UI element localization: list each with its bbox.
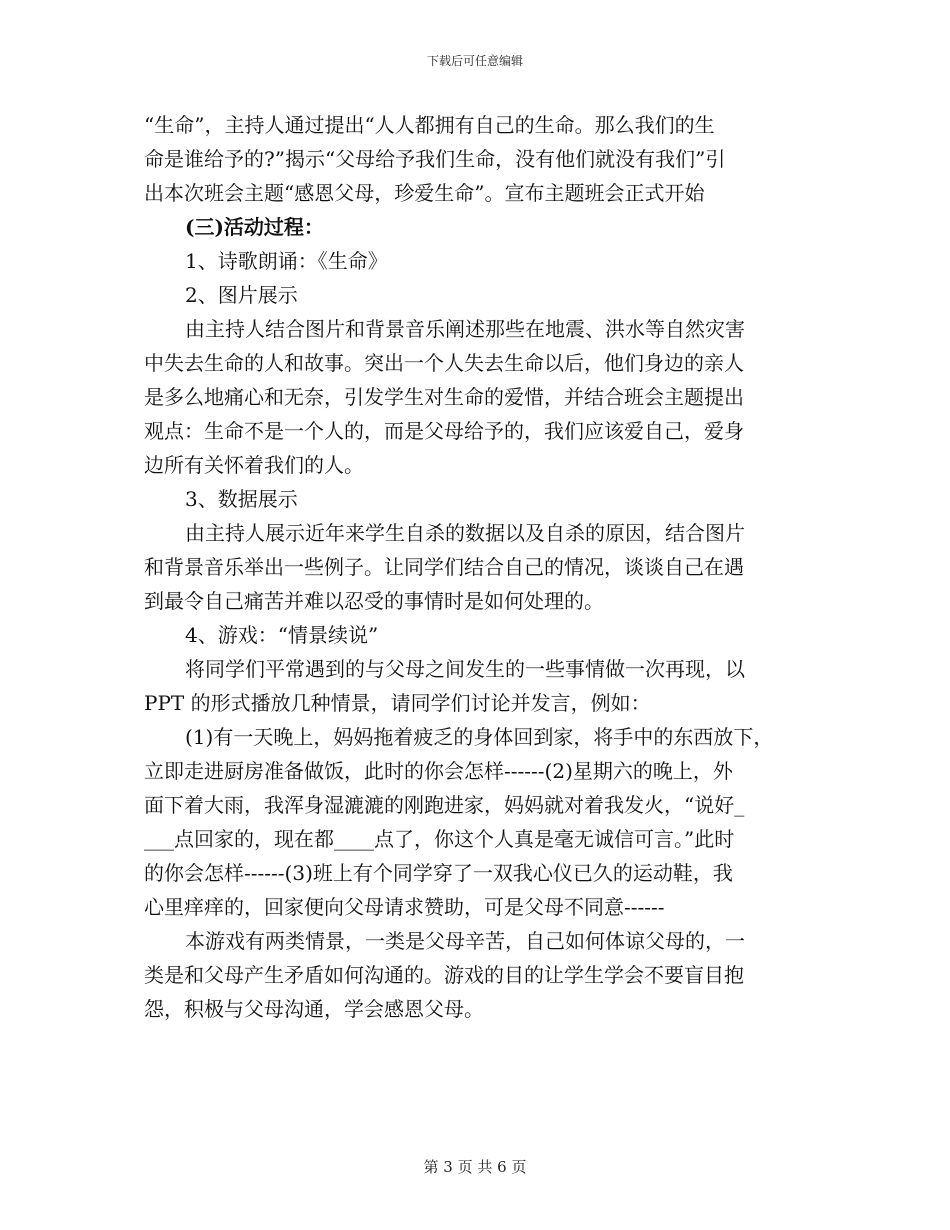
case-line: 立即走进厨房准备做饭，此时的你会怎样------(2)星期六的晚上，外 [144,759,733,783]
intro-line: “生命”，主持人通过提出“人人都拥有自己的生命。那么我们的生 [144,113,715,137]
intro-line: 命是谁给予的?”揭示“父母给予我们生命，没有他们就没有我们”引 [144,147,726,171]
paragraph-line: 和背景音乐举出一些例子。让同学们结合自己的情况，谈谈自己在遇 [144,555,744,579]
case-line: (1)有一天晚上，妈妈拖着疲乏的身体回到家，将手中的东西放下， [185,725,774,749]
page-header: 下载后可任意编辑 [426,54,523,68]
item-picture-title: 2、图片展示 [185,283,298,307]
case-line: 的你会怎样------(3)班上有个同学穿了一双我心仪已久的运动鞋，我 [144,861,733,885]
paragraph-line: 中失去生命的人和故事。突出一个人失去生命以后，他们身边的亲人 [144,351,744,375]
summary-line: 类是和父母产生矛盾如何沟通的。游戏的目的让学生学会不要盲目抱 [144,963,744,987]
summary-line: 怨，积极与父母沟通，学会感恩父母。 [144,997,484,1021]
section-heading: (三)活动过程： [185,215,324,239]
case-line: 面下着大雨，我浑身湿漉漉的刚跑进家，妈妈就对着我发火，“说好_ [144,793,745,817]
page-footer: 第 3 页 共 6 页 [423,1158,527,1176]
case-line: ___点回家的，现在都____点了，你这个人真是毫无诚信可言。”此时 [144,827,735,851]
paragraph-line: 到最令自己痛苦并难以忍受的事情时是如何处理的。 [144,589,604,613]
item-data-title: 3、数据展示 [185,487,298,511]
paragraph-line: 是多么地痛心和无奈，引发学生对生命的爱惜，并结合班会主题提出 [144,385,744,409]
paragraph-line: 观点：生命不是一个人的，而是父母给予的，我们应该爱自己，爱身 [144,419,744,443]
paragraph-line: 由主持人结合图片和背景音乐阐述那些在地震、洪水等自然灾害 [185,317,745,341]
paragraph-line: 将同学们平常遇到的与父母之间发生的一些事情做一次再现，以 [185,657,745,681]
item-poem-recitation: 1、诗歌朗诵：《生命》 [185,249,388,273]
paragraph-line: 由主持人展示近年来学生自杀的数据以及自杀的原因，结合图片 [185,521,745,545]
summary-line: 本游戏有两类情景，一类是父母辛苦，自己如何体谅父母的，一 [185,929,745,953]
paragraph-line: 边所有关怀着我们的人。 [144,453,364,477]
document-body [144,108,824,1026]
paragraph-line: PPT 的形式播放几种情景，请同学们讨论并发言，例如： [144,691,651,715]
item-game-title: 4、游戏：“情景续说” [185,623,379,647]
case-line: 心里痒痒的，回家便向父母请求赞助，可是父母不同意------ [144,895,665,919]
intro-line: 出本次班会主题“感恩父母，珍爱生命”。宣布主题班会正式开始 [144,181,705,205]
